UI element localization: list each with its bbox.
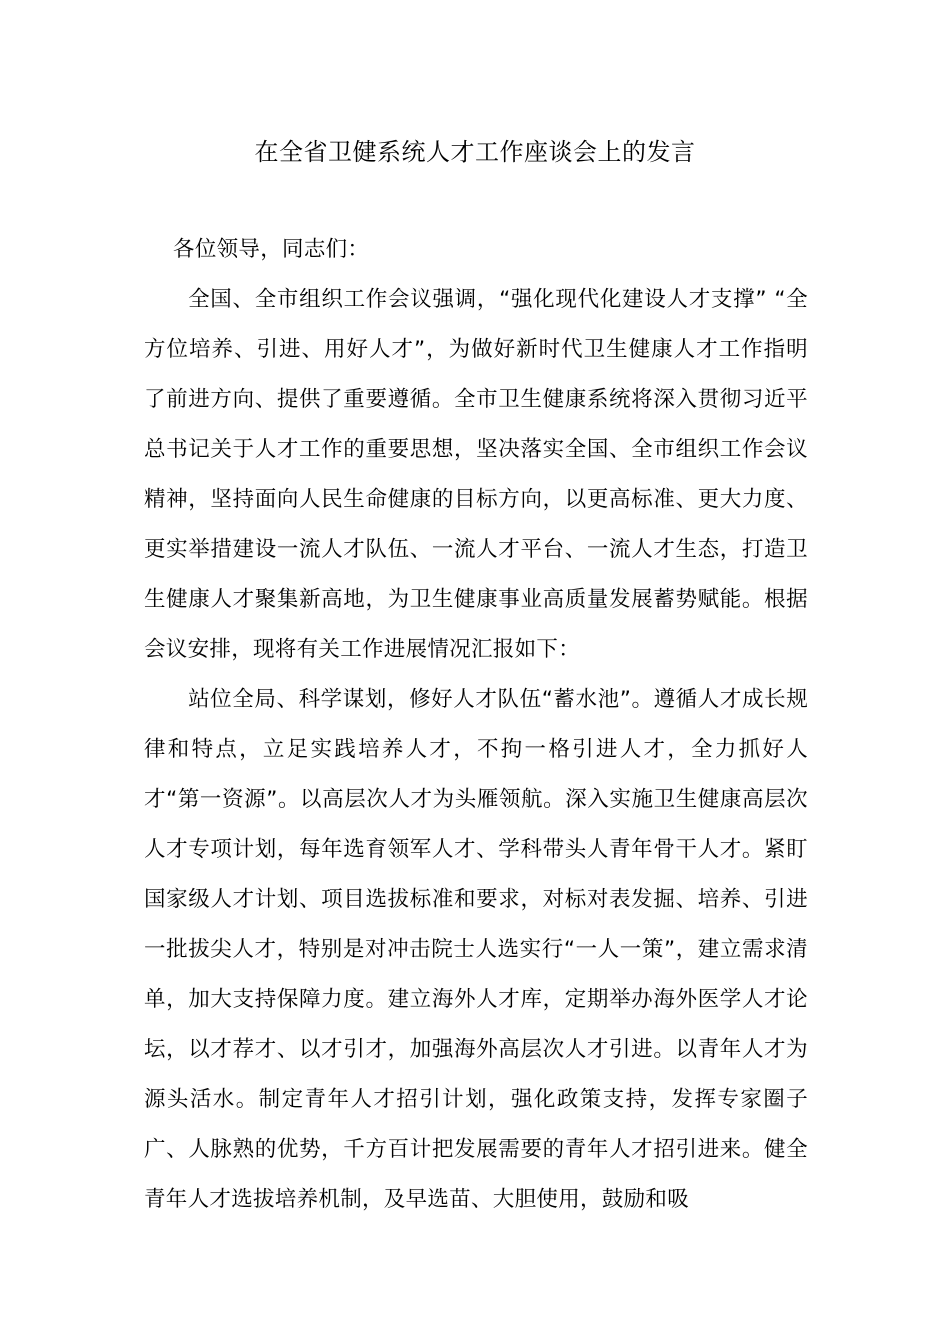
salutation: 各位领导，同志们： (173, 237, 370, 262)
paragraph-2: 站位全局、科学谋划，修好人才队伍“蓄水池”。遵循人才成长规律和特点，立足实践培养人才，不拘一格引进人才，全力抓好人才“第一资源”。以高层次人才为头雁领航。深入实施卫生健康高层次人才专项计划，每年选育领军人才、学科带头人青年骨干人才。紧盯国家级人才计划、项目选拔标准和要求，对标对表发掘、培养、引进一批拔尖人才，特别是对冲击院士人选实行“一人一策”，建立需求清单，加大支持保障力度。建立海外人才库，定期举办海外医学人才论坛，以才荐才、以才引才，加强海外高层次人才引进。以青年人才为源头活水。制定青年人才招引计划，强化政策支持，发挥专家圈子广、人脉熟的优势，千方百计把发展需要的青年人才招引进来。健全青年人才选拔培养机制，及早选苗、大胆使用，鼓励和吸 (144, 687, 808, 1212)
paragraph-1: 全国、全市组织工作会议强调，“强化现代化建设人才支撑” “全方位培养、引进、用好人才”，为做好新时代卫生健康人才工作指明了前进方向、提供了重要遵循。全市卫生健康系统将深入贯彻习近平总书记关于人才工作的重要思想，坚决落实全国、全市组织工作会议精神，坚持面向人民生命健康的目标方向，以更高标准、更大力度、更实举措建设一流人才队伍、一流人才平台、一流人才生态，打造卫生健康人才聚集新高地，为卫生健康事业高质量发展蓄势赋能。根据会议安排，现将有关工作进展情况汇报如下： (144, 287, 808, 662)
document-body (144, 225, 808, 1225)
document-title: 在全省卫健系统人才工作座谈会上的发言 (254, 138, 696, 166)
